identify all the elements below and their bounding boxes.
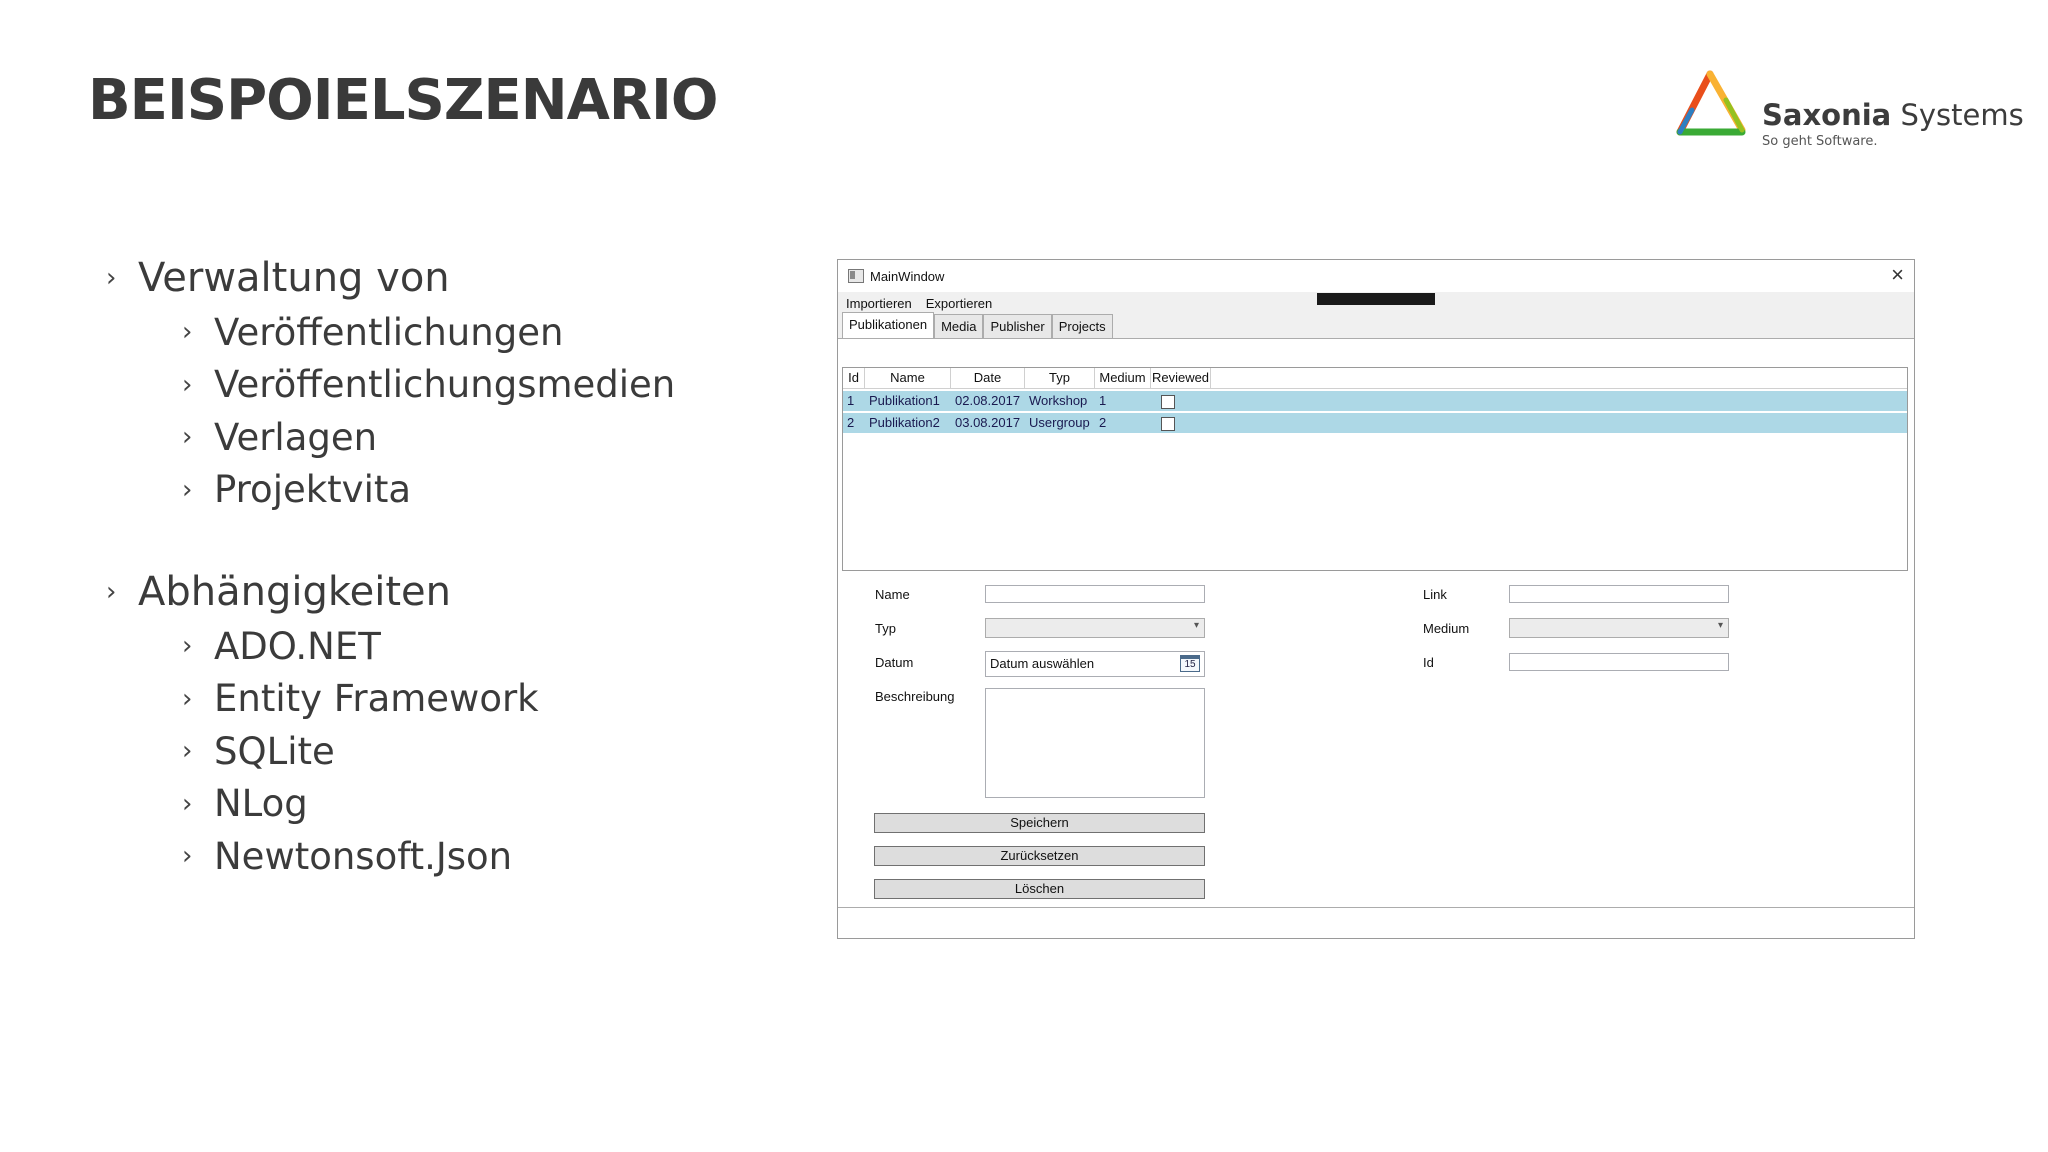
- cell-medium: 1: [1099, 393, 1107, 408]
- save-button[interactable]: Speichern: [874, 813, 1205, 833]
- reviewed-checkbox[interactable]: [1161, 417, 1175, 431]
- column-header-date[interactable]: Date: [951, 368, 1025, 388]
- bullet-group-abhaengigkeiten: [106, 564, 746, 883]
- cell-typ: Usergroup: [1029, 415, 1090, 430]
- column-header-reviewed[interactable]: Reviewed: [1151, 368, 1211, 388]
- datum-label: Datum: [875, 655, 914, 670]
- reset-button[interactable]: Zurücksetzen: [874, 846, 1205, 866]
- chevron-right-icon: ›: [182, 317, 193, 348]
- table-row[interactable]: [843, 391, 1907, 411]
- tab-projects[interactable]: Projects: [1052, 314, 1113, 338]
- logo-triangle-icon: [1672, 70, 1752, 146]
- column-header-typ[interactable]: Typ: [1025, 368, 1095, 388]
- id-label: Id: [1423, 655, 1434, 670]
- window-title: MainWindow: [870, 269, 945, 284]
- chevron-down-icon: ▾: [1193, 620, 1199, 631]
- column-header-id[interactable]: Id: [843, 368, 865, 388]
- company-logo: [1672, 70, 2024, 154]
- bullet-sub: › Veröffentlichungsmedien: [182, 363, 676, 407]
- window-titlebar[interactable]: [838, 260, 1914, 292]
- link-label: Link: [1423, 587, 1447, 602]
- calendar-icon[interactable]: 15: [1180, 655, 1200, 672]
- bullet-group-verwaltung: [106, 250, 746, 516]
- cell-date: 02.08.2017: [955, 393, 1021, 408]
- chevron-right-icon: ›: [182, 841, 193, 872]
- app-window-icon: [848, 269, 864, 283]
- bullet-main: › Verwaltung von: [106, 255, 450, 301]
- bullet-sub: › Newtonsoft.Json: [182, 834, 513, 878]
- tab-media[interactable]: Media: [934, 314, 983, 338]
- beschreibung-textarea[interactable]: [985, 688, 1205, 798]
- chevron-right-icon: ›: [182, 422, 193, 453]
- cell-id: 2: [847, 415, 855, 430]
- chevron-right-icon: ›: [106, 577, 117, 607]
- bullet-sub: › Veröffentlichungen: [182, 310, 564, 354]
- bullet-list: [106, 250, 746, 931]
- tab-strip: [838, 314, 1914, 338]
- cell-id: 1: [847, 393, 855, 408]
- close-button[interactable]: ×: [1891, 262, 1904, 287]
- cell-name: Publikation1: [869, 393, 940, 408]
- bullet-sub: › NLog: [182, 782, 308, 826]
- redaction-bar: [1317, 293, 1435, 305]
- slide-title: BEISPOIELSZENARIO: [88, 68, 718, 133]
- reviewed-checkbox[interactable]: [1161, 395, 1175, 409]
- logo-tagline: So geht Software.: [1762, 134, 1878, 149]
- link-input[interactable]: [1509, 585, 1729, 603]
- table-row[interactable]: [843, 413, 1907, 433]
- typ-select[interactable]: [985, 618, 1205, 638]
- typ-label: Typ: [875, 621, 896, 636]
- cell-reviewed: [1151, 413, 1211, 433]
- publications-grid[interactable]: [842, 367, 1908, 571]
- chevron-right-icon: ›: [182, 683, 193, 714]
- menu-exportieren[interactable]: Exportieren: [925, 295, 993, 311]
- tab-publikationen[interactable]: Publikationen: [842, 312, 934, 339]
- datum-picker[interactable]: [985, 651, 1205, 677]
- medium-label: Medium: [1423, 621, 1470, 636]
- logo-name: Saxonia Systems: [1762, 98, 2024, 132]
- beschreibung-label: Beschreibung: [875, 689, 955, 704]
- chevron-right-icon: ›: [182, 788, 193, 819]
- bullet-sub: › SQLite: [182, 729, 335, 773]
- datum-placeholder: Datum auswählen: [990, 656, 1095, 671]
- cell-typ: Workshop: [1029, 393, 1088, 408]
- tab-content: [838, 338, 1914, 899]
- cell-reviewed: [1151, 391, 1211, 411]
- name-input[interactable]: [985, 585, 1205, 603]
- bullet-sub: › Verlagen: [182, 415, 378, 459]
- window-bottom-divider: [838, 907, 1914, 908]
- chevron-right-icon: ›: [182, 631, 193, 662]
- chevron-down-icon: ▾: [1717, 620, 1723, 631]
- chevron-right-icon: ›: [182, 474, 193, 505]
- menu-importieren[interactable]: Importieren: [846, 295, 912, 311]
- cell-date: 03.08.2017: [955, 415, 1021, 430]
- bullet-main: › Abhängigkeiten: [106, 569, 451, 615]
- bullet-sub: › ADO.NET: [182, 624, 381, 668]
- bullet-sub: › Projektvita: [182, 468, 412, 512]
- column-header-name[interactable]: Name: [865, 368, 951, 388]
- cell-name: Publikation2: [869, 415, 940, 430]
- bullet-sub: › Entity Framework: [182, 677, 539, 721]
- column-header-medium[interactable]: Medium: [1095, 368, 1151, 388]
- medium-select[interactable]: [1509, 618, 1729, 638]
- name-label: Name: [875, 587, 910, 602]
- tab-publisher[interactable]: Publisher: [983, 314, 1051, 338]
- chevron-right-icon: ›: [106, 263, 117, 293]
- chevron-right-icon: ›: [182, 369, 193, 400]
- cell-medium: 2: [1099, 415, 1107, 430]
- chevron-right-icon: ›: [182, 736, 193, 767]
- grid-header: [843, 368, 1907, 389]
- id-input[interactable]: [1509, 653, 1729, 671]
- app-window: [837, 259, 1915, 939]
- delete-button[interactable]: Löschen: [874, 879, 1205, 899]
